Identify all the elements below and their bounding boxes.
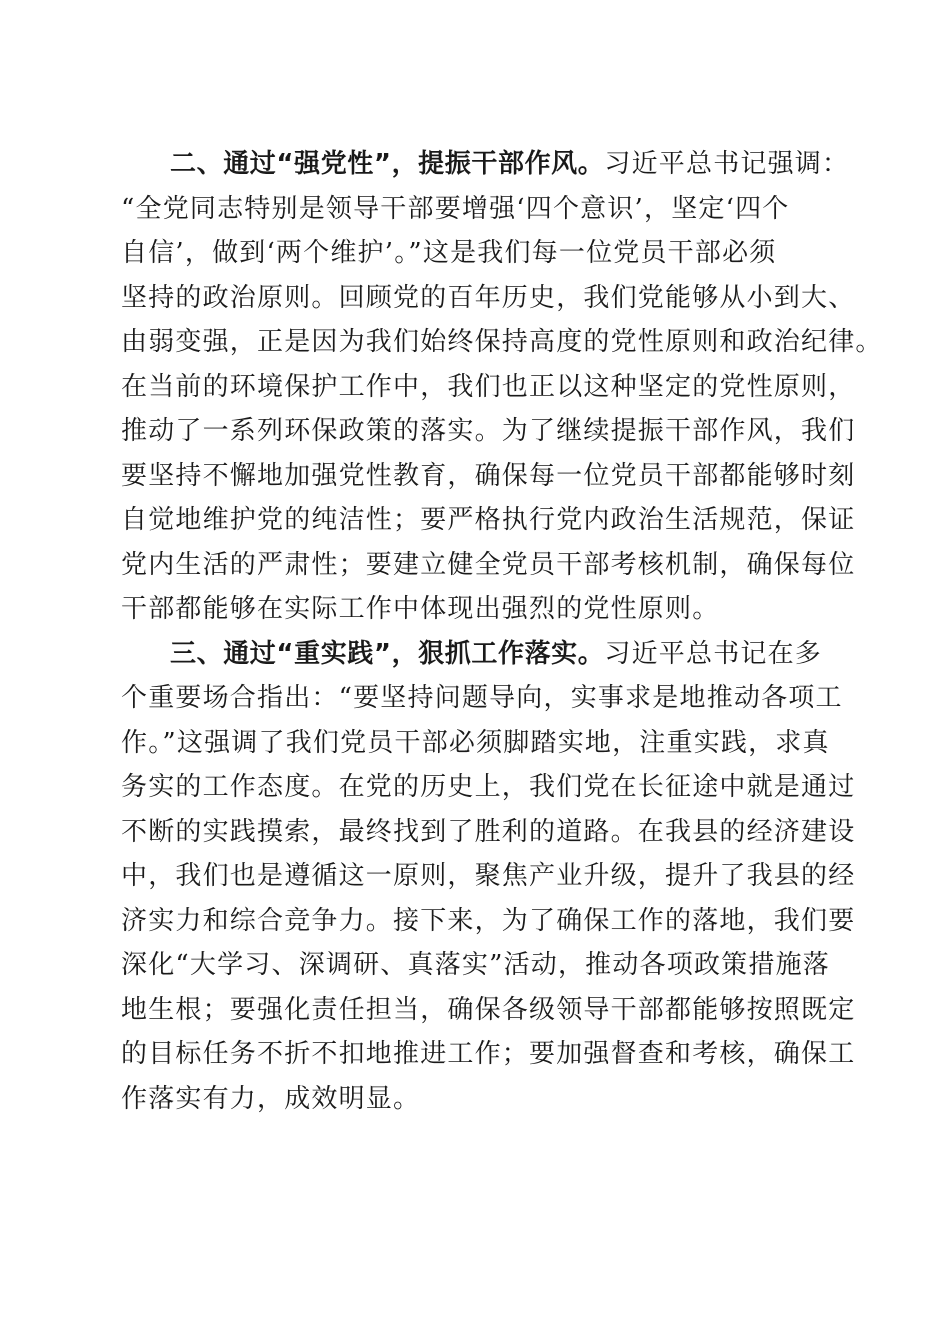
- section3-line: 作。”这强调了我们党员干部必须脚踏实地，注重实践，求真: [121, 728, 830, 758]
- section3-line: 中，我们也是遵循这一原则，聚焦产业升级，提升了我县的经: [121, 861, 856, 891]
- section2-line: 推动了一系列环保政策的落实。为了继续提振干部作风，我们: [121, 416, 856, 446]
- section2-line-text: 习近平总书记强调：: [604, 149, 850, 179]
- section2-line: 干部都能够在实际工作中体现出强烈的党性原则。: [121, 594, 720, 624]
- section2-line: 坚持的政治原则。回顾党的百年历史，我们党能够从小到大、: [121, 283, 856, 313]
- section3-line: 地生根；要强化责任担当，确保各级领导干部都能够按照既定: [121, 995, 856, 1025]
- section3-first-line: [170, 634, 822, 674]
- section2-line: 要坚持不懈地加强党性教育，确保每一位党员干部都能够时刻: [121, 461, 856, 491]
- section2-line: 自信’，做到‘两个维护’。”这是我们每一位党员干部必须: [121, 238, 777, 268]
- section2-heading: 二、通过“强党性”，提振干部作风。: [170, 149, 605, 179]
- section2-first-line: [170, 144, 849, 184]
- section3-line: 个重要场合指出：“要坚持问题导向，实事求是地推动各项工: [121, 683, 843, 713]
- section3-line: 的目标任务不折不扣地推进工作；要加强督查和考核，确保工: [121, 1039, 856, 1069]
- section2-line: “全党同志特别是领导干部要增强‘四个意识’，坚定‘四个: [121, 194, 790, 224]
- section2-line: 自觉地维护党的纯洁性；要严格执行党内政治生活规范，保证: [121, 505, 856, 535]
- section3-line: 济实力和综合竞争力。接下来，为了确保工作的落地，我们要: [121, 906, 856, 936]
- section3-line: 作落实有力，成效明显。: [121, 1084, 421, 1114]
- section2-line: 由弱变强，正是因为我们始终保持高度的党性原则和政治纪律。: [121, 327, 883, 357]
- section3-heading: 三、通过“重实践”，狠抓工作落实。: [170, 639, 605, 669]
- section3-line: 不断的实践摸索，最终找到了胜利的道路。在我县的经济建设: [121, 817, 856, 847]
- section2-line: 党内生活的严肃性；要建立健全党员干部考核机制，确保每位: [121, 550, 856, 580]
- section3-line: 务实的工作态度。在党的历史上，我们党在长征途中就是通过: [121, 772, 856, 802]
- section3-line-text: 习近平总书记在多: [604, 639, 822, 669]
- section3-line: 深化“大学习、深调研、真落实”活动，推动各项政策措施落: [121, 950, 830, 980]
- section2-line: 在当前的环境保护工作中，我们也正以这种坚定的党性原则，: [121, 372, 856, 402]
